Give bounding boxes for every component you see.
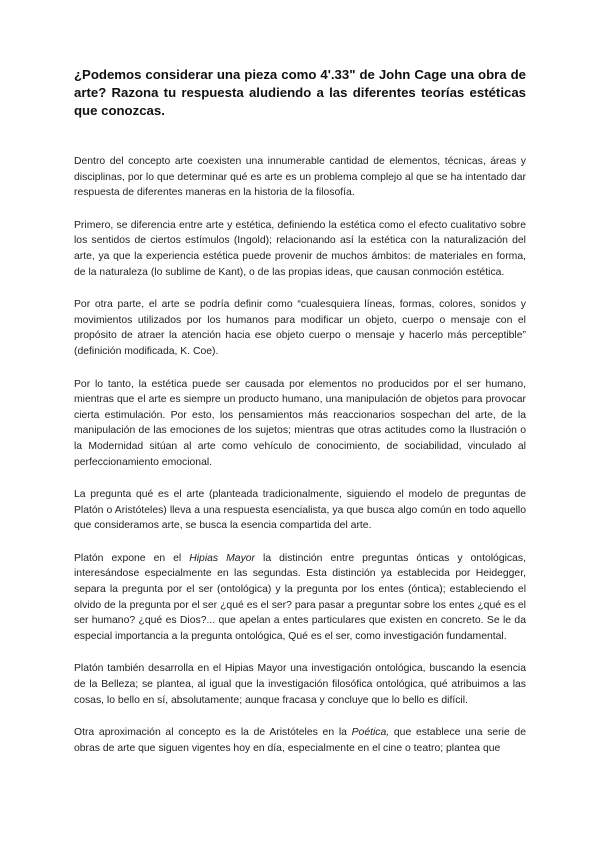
paragraph-8 xyxy=(74,725,526,756)
paragraph-1: Dentro del concepto arte coexisten una innumerable cantidad de elementos, técnicas, áreas y disciplinas, por lo que determinar qué es arte es un problema complejo al que se ha intentado dar respuesta de diferentes maneras en la historia de la filosofía. xyxy=(74,156,526,199)
paragraph-3: Por otra parte, el arte se podría definir como “cualesquiera líneas, formas, colores, sonidos y movimientos utilizados por los humanos para modificar un objeto, cuerpo o mensaje con el propósito de atraer la atención hacia ese objeto cuerpo o mensaje y hacerlo más perceptible” (definición modificada, K. Coe). xyxy=(74,299,526,357)
paragraph-5: La pregunta qué es el arte (planteada tradicionalmente, siguiendo el modelo de preguntas de Platón o Aristóteles) lleva a una respuesta esencialista, ya que busca algo común en todo aquello que consideramos arte, se busca la esencia compartida del arte. xyxy=(74,489,526,532)
paragraph-4: Por lo tanto, la estética puede ser causada por elementos no producidos por el ser humano, mientras que el arte es siempre un producto humano, una manipulación de objetos para provocar cierta estimulación. Por esto, los pensamientos más reaccionarios sospechan del arte, de la manipulación de las emociones de los sujetos; mientras que otras actitudes como la Ilustración o la Modernidad sitúan al arte como vehículo de conocimiento, de sociabilidad, vinculado al perfeccionamiento emocional. xyxy=(74,378,526,468)
paragraph-7: Platón también desarrolla en el Hipias Mayor una investigación ontológica, buscando la esencia de la Belleza; se plantea, al igual que la investigación filosófica ontológica, qué atribuimos a las cosas, lo bello en sí, absolutamente; aunque fracasa y concluye que lo bello es difícil. xyxy=(74,663,526,706)
paragraph-2: Primero, se diferencia entre arte y estética, definiendo la estética como el efecto cualitativo sobre los sentidos de ciertos estímulos (Ingold); relacionando así la estética con la naturalización del arte, ya que la experiencia estética puede provenir de muchos ámbitos: de materiales en forma, de la naturaleza (lo sublime de Kant), o de las propias ideas, que causan conmoción estética. xyxy=(74,219,526,278)
paragraph-6-text-before: Platón expone en el xyxy=(74,552,190,564)
paragraph-8-text-before: Otra aproximación al concepto es la de Aristóteles en la xyxy=(74,727,352,739)
document-title: ¿Podemos considerar una pieza como 4'.33" de John Cage una obra de arte? Razona tu respuesta aludiendo a las diferentes teorías estéticas que conozcas. xyxy=(74,67,526,118)
paragraph-6 xyxy=(74,551,526,645)
paragraph-6-text-after: la distinción entre preguntas ónticas y ontológicas, interesándose especialmente en las segundas. Esta distinción ya establecida por Heidegger, separa la pregunta por el ser (ontológica) y la pregunta por los entes (óntica); estableciendo el olvido de la pregunta por el ser ¿qué es el ser? para pasar a preguntar sobre los entes ¿qué es el ser humano? ¿qué es Dios?... que apelan a entes particulares que existen en concreto. Se le da especial importancia a la pregunta ontológica, Qué es el ser, como investigación fundamental. xyxy=(74,552,526,642)
paragraph-8-text-after: que establece una serie de obras de arte que siguen vigentes hoy en día, especialmente en el cine o teatro; plantea que xyxy=(74,727,526,754)
paragraph-8-italic-title: Poética, xyxy=(351,727,390,739)
paragraph-6-italic-title: Hipias Mayor xyxy=(189,552,256,564)
